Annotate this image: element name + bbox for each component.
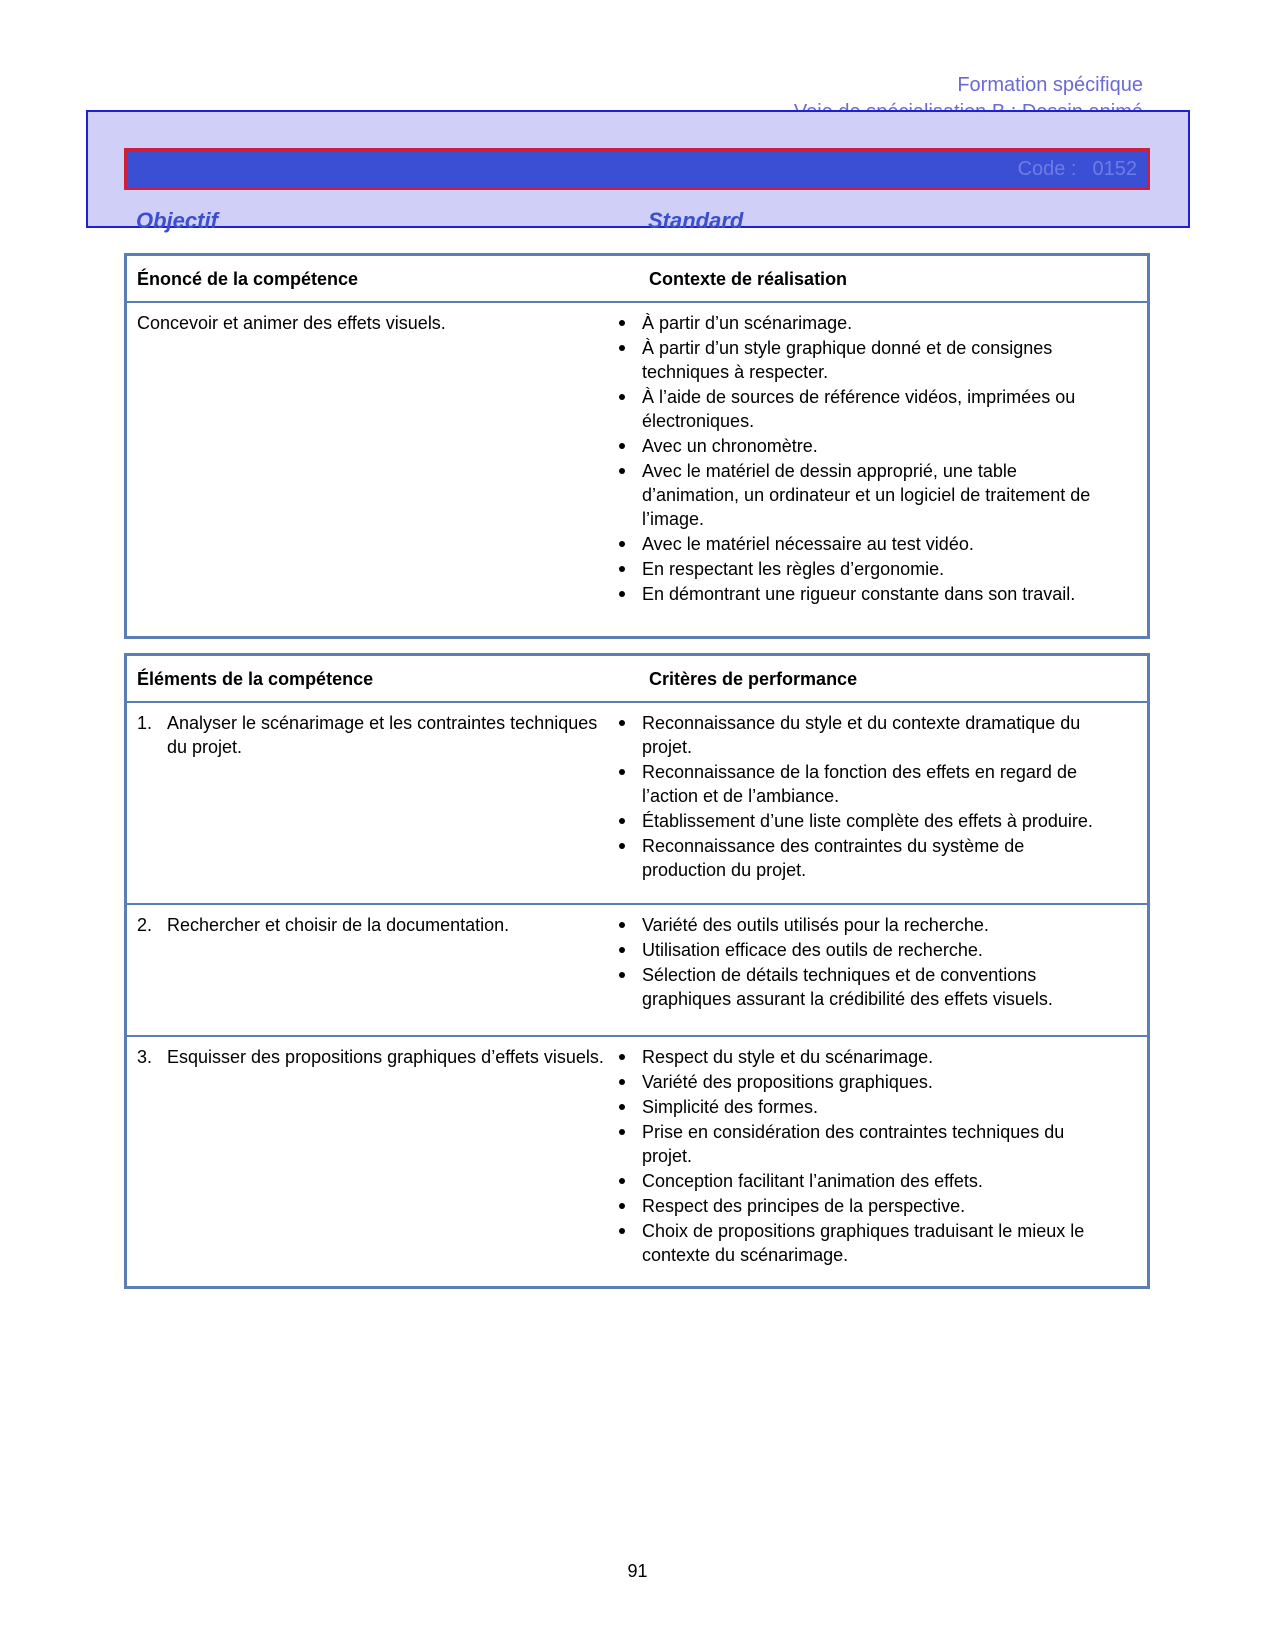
elements-table-body bbox=[127, 703, 1147, 1264]
list-item bbox=[612, 336, 1102, 384]
header-formation: Formation spécifique bbox=[957, 74, 1143, 96]
code-label: Code : bbox=[1017, 157, 1077, 180]
elements-header: Éléments de la compétence bbox=[137, 669, 374, 689]
list-item-text: Établissement d’une liste complète des effets à produire. bbox=[642, 811, 1093, 831]
element-cell bbox=[137, 711, 607, 759]
code-bar bbox=[124, 148, 1150, 190]
element-text: Esquisser des propositions graphiques d’effets visuels. bbox=[167, 1047, 604, 1067]
list-item-text: Respect des principes de la perspective. bbox=[642, 1196, 966, 1216]
bullet-icon bbox=[619, 468, 625, 474]
element-number: 2. bbox=[137, 915, 153, 935]
elements-table bbox=[124, 653, 1150, 1289]
list-item bbox=[612, 1120, 1102, 1168]
code-value: 0152 bbox=[1092, 157, 1137, 180]
bullet-icon bbox=[619, 922, 625, 928]
bullet-icon bbox=[619, 1203, 625, 1209]
list-item bbox=[612, 938, 1102, 962]
list-item bbox=[612, 459, 1102, 531]
list-item-text: Reconnaissance du style et du contexte dramatique du projet. bbox=[642, 713, 1081, 757]
element-cell bbox=[137, 913, 607, 937]
criteres-list bbox=[612, 1045, 1102, 1267]
competence-table bbox=[124, 253, 1150, 639]
bullet-icon bbox=[619, 818, 625, 824]
list-item-text: À l’aide de sources de référence vidéos, imprimées ou électroniques. bbox=[642, 387, 1076, 431]
table-header-row bbox=[127, 256, 1147, 303]
list-item-text: Avec le matériel de dessin approprié, une table d’animation, un ordinateur et un logiciel de traitement de l’image. bbox=[642, 461, 1091, 529]
list-item bbox=[612, 582, 1102, 606]
list-item-text: En respectant les règles d’ergonomie. bbox=[642, 559, 945, 579]
bullet-icon bbox=[619, 769, 625, 775]
list-item bbox=[612, 311, 1102, 335]
list-item-text: Utilisation efficace des outils de recherche. bbox=[642, 940, 983, 960]
list-item-text: Reconnaissance des contraintes du système de production du projet. bbox=[642, 836, 1025, 880]
list-item bbox=[612, 834, 1102, 882]
list-item-text: Sélection de détails techniques et de conventions graphiques assurant la crédibilité des effets visuels. bbox=[642, 965, 1053, 1009]
element-text: Analyser le scénarimage et les contraintes techniques du projet. bbox=[167, 713, 598, 757]
bullet-icon bbox=[619, 566, 625, 572]
list-item-text: En démontrant une rigueur constante dans son travail. bbox=[642, 584, 1076, 604]
list-item-text: Prise en considération des contraintes techniques du projet. bbox=[642, 1122, 1065, 1166]
list-item-text: À partir d’un style graphique donné et de consignes techniques à respecter. bbox=[642, 338, 1053, 382]
contexte-header: Contexte de réalisation bbox=[649, 269, 848, 289]
bullet-icon bbox=[619, 394, 625, 400]
element-number: 3. bbox=[137, 1047, 153, 1067]
element-number: 1. bbox=[137, 713, 153, 733]
list-item bbox=[612, 963, 1102, 1011]
bullet-icon bbox=[619, 345, 625, 351]
bullet-icon bbox=[619, 843, 625, 849]
list-item-text: Variété des propositions graphiques. bbox=[642, 1072, 933, 1092]
bullet-icon bbox=[619, 947, 625, 953]
list-item-text: Choix de propositions graphiques traduisant le mieux le contexte du scénarimage. bbox=[642, 1221, 1085, 1265]
list-item-text: Avec le matériel nécessaire au test vidéo. bbox=[642, 534, 974, 554]
criteres-header: Critères de performance bbox=[649, 669, 858, 689]
criteres-list bbox=[612, 913, 1102, 1011]
list-item bbox=[612, 711, 1102, 759]
element-cell bbox=[137, 1045, 607, 1069]
list-item-text: Variété des outils utilisés pour la recherche. bbox=[642, 915, 989, 935]
bullet-icon bbox=[619, 1054, 625, 1060]
list-item-text: Avec un chronomètre. bbox=[642, 436, 818, 456]
list-item-text: Respect du style et du scénarimage. bbox=[642, 1047, 934, 1067]
bullet-icon bbox=[619, 541, 625, 547]
list-item bbox=[612, 434, 1102, 458]
criteres-list bbox=[612, 711, 1102, 882]
list-item bbox=[612, 760, 1102, 808]
element-text: Rechercher et choisir de la documentation. bbox=[167, 915, 510, 935]
bullet-icon bbox=[619, 320, 625, 326]
list-item-text: Conception facilitant l’animation des effets. bbox=[642, 1171, 983, 1191]
column-heading-objectif: Objectif bbox=[136, 208, 218, 233]
bullet-icon bbox=[619, 972, 625, 978]
table-row bbox=[127, 703, 1147, 905]
criteres-cell bbox=[612, 913, 1102, 1012]
table-header-row bbox=[127, 656, 1147, 703]
bullet-icon bbox=[619, 720, 625, 726]
bullet-icon bbox=[619, 1178, 625, 1184]
bullet-icon bbox=[619, 443, 625, 449]
bullet-icon bbox=[619, 1129, 625, 1135]
list-item bbox=[612, 1045, 1102, 1069]
page-number: 91 bbox=[627, 1561, 648, 1581]
list-item bbox=[612, 532, 1102, 556]
bullet-icon bbox=[619, 1079, 625, 1085]
competence-statement: Concevoir et animer des effets visuels. bbox=[137, 313, 446, 333]
list-item bbox=[612, 557, 1102, 581]
table-row bbox=[127, 1037, 1147, 1264]
contexte-list bbox=[612, 311, 1102, 606]
table-row bbox=[127, 303, 1147, 633]
enonce-header: Énoncé de la compétence bbox=[137, 269, 359, 289]
list-item bbox=[612, 1219, 1102, 1267]
list-item bbox=[612, 809, 1102, 833]
contexte-list-container bbox=[612, 311, 1102, 607]
column-heading-standard: Standard bbox=[648, 208, 744, 233]
criteres-cell bbox=[612, 711, 1102, 883]
bullet-icon bbox=[619, 1228, 625, 1234]
list-item-text: Reconnaissance de la fonction des effets en regard de l’action et de l’ambiance. bbox=[642, 762, 1077, 806]
list-item bbox=[612, 1095, 1102, 1119]
list-item bbox=[612, 1169, 1102, 1193]
table-row bbox=[127, 905, 1147, 1037]
list-item-text: À partir d’un scénarimage. bbox=[642, 313, 853, 333]
bullet-icon bbox=[619, 591, 625, 597]
list-item bbox=[612, 385, 1102, 433]
list-item bbox=[612, 1070, 1102, 1094]
list-item bbox=[612, 913, 1102, 937]
bullet-icon bbox=[619, 1104, 625, 1110]
list-item bbox=[612, 1194, 1102, 1218]
criteres-cell bbox=[612, 1045, 1102, 1268]
list-item-text: Simplicité des formes. bbox=[642, 1097, 819, 1117]
